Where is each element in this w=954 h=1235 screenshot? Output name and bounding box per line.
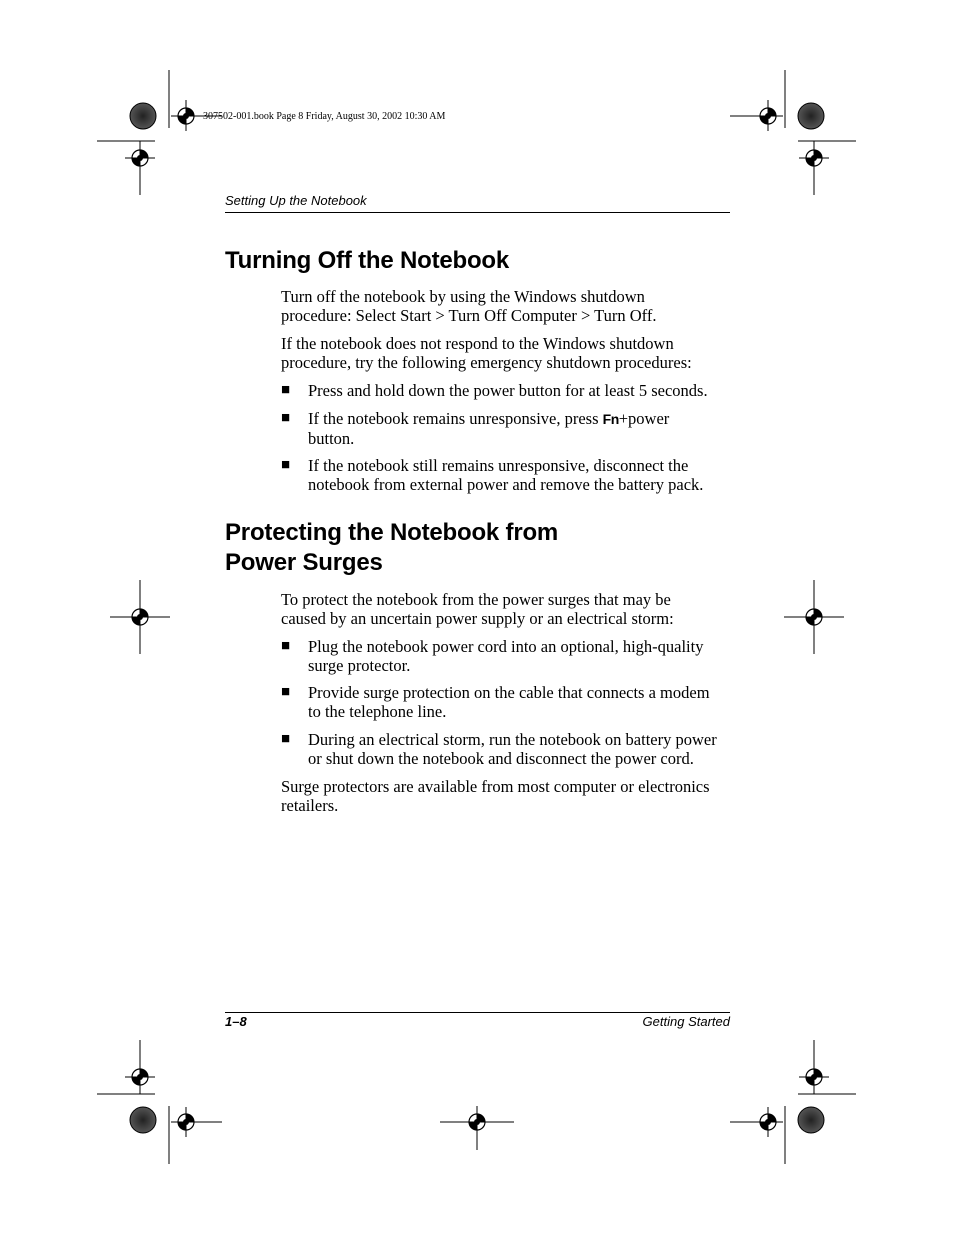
bullet-mark: ■ xyxy=(281,382,291,398)
page-number: 1–8 xyxy=(225,1014,247,1029)
header-rule xyxy=(225,212,730,213)
list-item: ■ Press and hold down the power button for at least 5 seconds. xyxy=(281,381,708,400)
bullet-mark: ■ xyxy=(281,731,291,747)
fn-key: Fn xyxy=(602,411,619,427)
paragraph: If the notebook does not respond to the Windows shutdown procedure, try the following emergency shutdown procedures: xyxy=(281,334,692,372)
bullet-mark: ■ xyxy=(281,410,291,426)
running-head: Setting Up the Notebook xyxy=(225,193,367,208)
bullet-mark: ■ xyxy=(281,638,291,654)
list-item: ■ If the notebook still remains unresponsive, disconnect the notebook from external power and remove the battery pack. xyxy=(281,456,704,494)
section-heading-power-surges: Protecting the Notebook from Power Surges xyxy=(225,519,559,576)
list-item: ■ During an electrical storm, run the notebook on battery power or shut down the notebook and disconnect the power cord. xyxy=(281,730,717,768)
book-title: Getting Started xyxy=(642,1014,730,1029)
paragraph: Turn off the notebook by using the Windows shutdown procedure: Select Start > Turn Off Computer > Turn Off. xyxy=(281,287,657,325)
section-heading-turning-off: Turning Off the Notebook xyxy=(225,247,510,274)
bullet-mark: ■ xyxy=(281,457,291,473)
paragraph: Surge protectors are available from most computer or electronics retailers. xyxy=(281,777,710,815)
print-slug: 307502-001.book Page 8 Friday, August 30, 2002 10:30 AM xyxy=(203,111,446,122)
paragraph: To protect the notebook from the power surges that may be caused by an uncertain power supply or an electrical storm: xyxy=(281,590,674,628)
footer-rule xyxy=(225,1012,730,1013)
bullet-mark: ■ xyxy=(281,684,291,700)
list-item: ■ If the notebook remains unresponsive, press Fn+power button. xyxy=(281,409,670,448)
list-item: ■ Plug the notebook power cord into an optional, high-quality surge protector. xyxy=(281,637,704,675)
list-item: ■ Provide surge protection on the cable that connects a modem to the telephone line. xyxy=(281,683,710,721)
